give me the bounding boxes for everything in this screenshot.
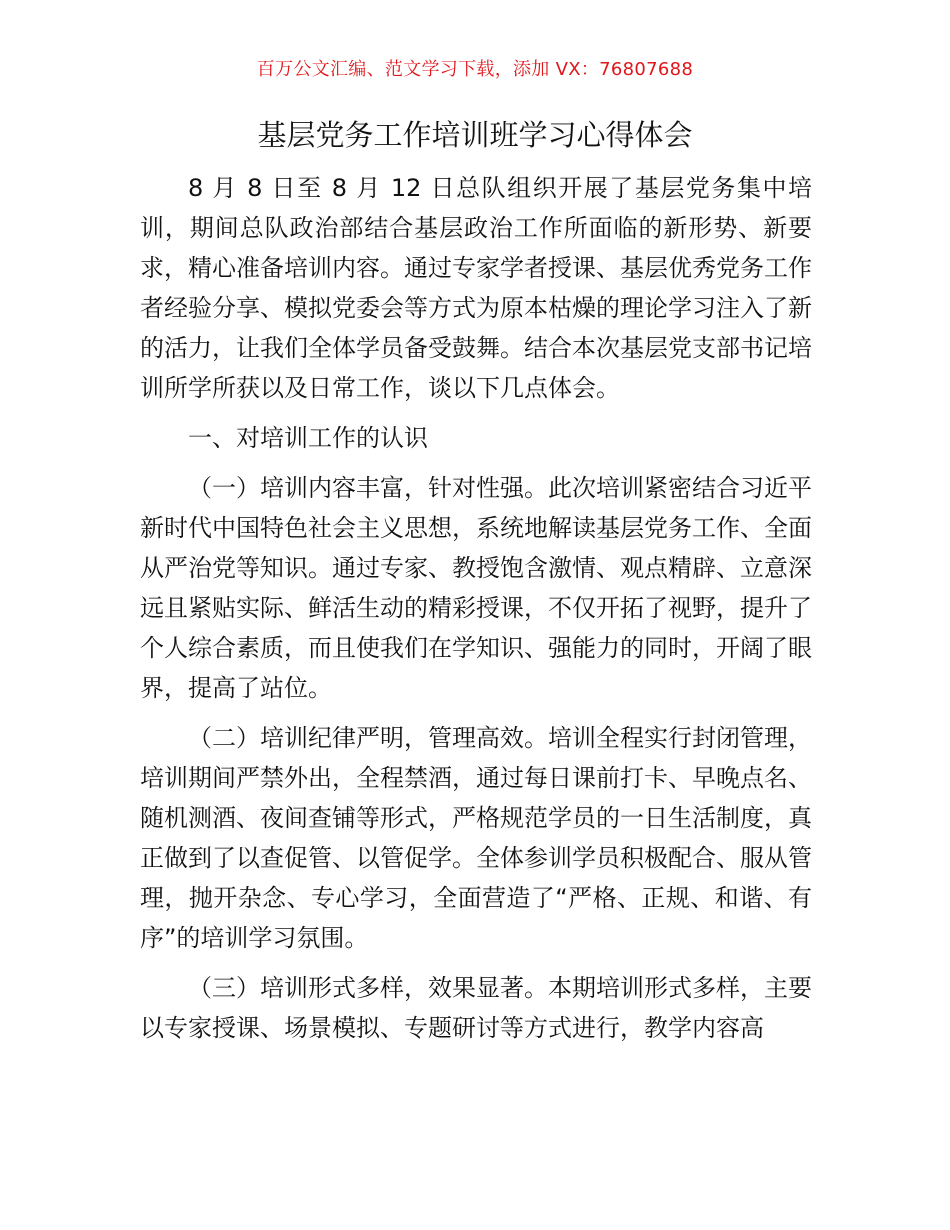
paragraph-point-1: （一）培训内容丰富，针对性强。此次培训紧密结合习近平新时代中国特色社会主义思想，系统地解读基层党务工作、全面从严治党等知识。通过专家、教授饱含激情、观点精辟、立意深远且紧贴实际、鲜活生动的精彩授课，不仅开拓了视野，提升了个人综合素质，而且使我们在学知识、强能力的同时，开阔了眼界，提高了站位。 xyxy=(140,474,812,702)
paragraph-point-2: （二）培训纪律严明，管理高效。培训全程实行封闭管理，培训期间严禁外出，全程禁酒，通过每日课前打卡、早晚点名、随机测酒、夜间查铺等形式，严格规范学员的一日生活制度，真正做到了以查促管、以管促学。全体参训学员积极配合、服从管理，抛开杂念、专心学习，全面营造了“严格、正规、和谐、有序”的培训学习氛围。 xyxy=(140,724,812,952)
paragraph-point-3: （三）培训形式多样，效果显著。本期培训形式多样，主要以专家授课、场景模拟、专题研讨等方式进行，教学内容高 xyxy=(140,974,812,1042)
document-body xyxy=(140,168,812,1048)
section-heading-1: 一、对培训工作的认识 xyxy=(188,424,428,452)
header-watermark-note: 百万公文汇编、范文学习下载，添加 VX：76807688 xyxy=(256,59,694,80)
document-title: 基层党务工作培训班学习心得体会 xyxy=(257,118,693,152)
paragraph-intro: 8 月 8 日至 8 月 12 日总队组织开展了基层党务集中培训，期间总队政治部结合基层政治工作所面临的新形势、新要求，精心准备培训内容。通过专家学者授课、基层优秀党务工作者经验分享、模拟党委会等方式为原本枯燥的理论学习注入了新的活力，让我们全体学员备受鼓舞。结合本次基层党支部书记培训所学所获以及日常工作，谈以下几点体会。 xyxy=(140,174,812,402)
